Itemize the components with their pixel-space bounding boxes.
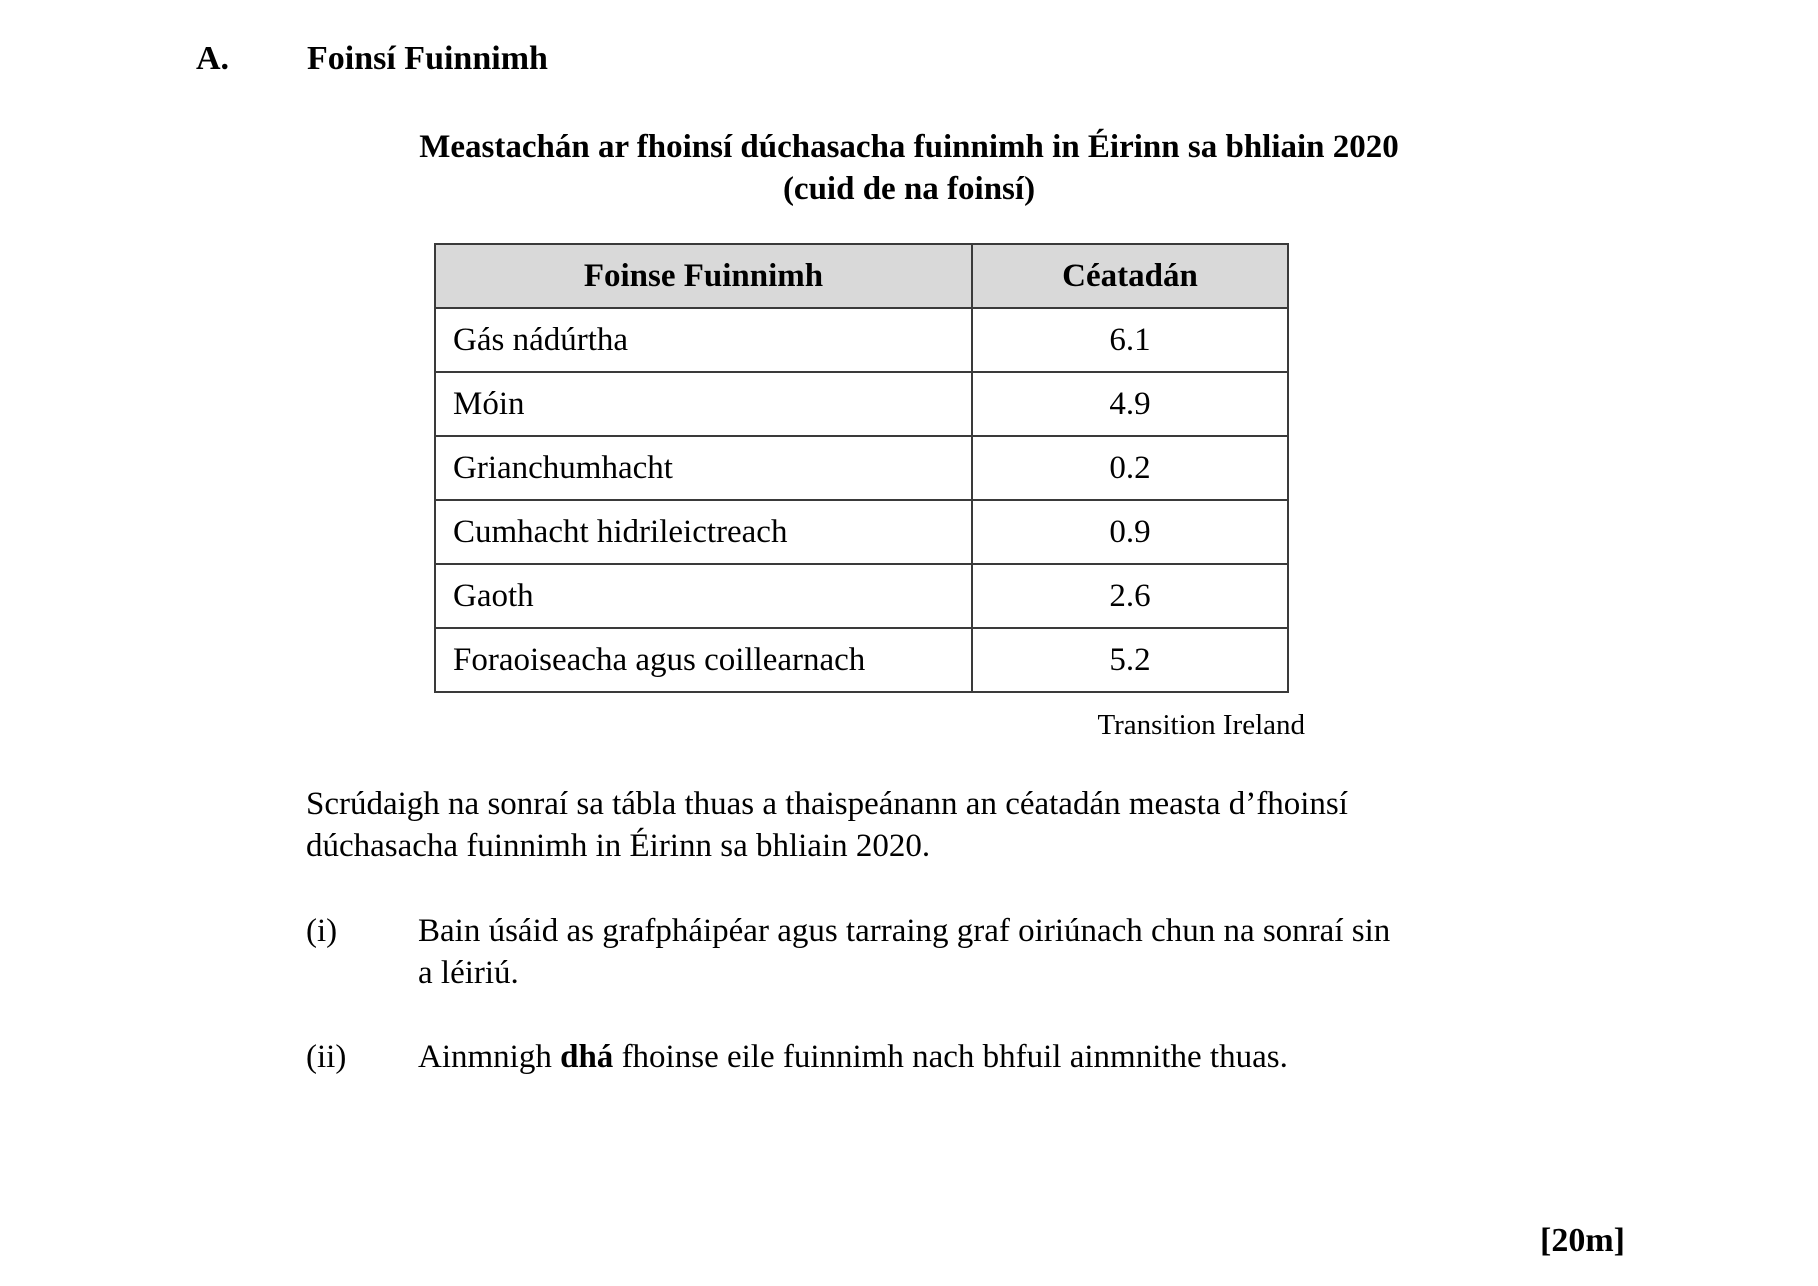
cell-source: Grianchumhacht xyxy=(435,436,972,500)
cell-percent: 0.2 xyxy=(972,436,1288,500)
table-row xyxy=(435,500,1288,564)
intro-line2: dúchasacha fuinnimh in Éirinn sa bhliain 2020. xyxy=(306,828,931,864)
table-header-row xyxy=(435,244,1288,308)
intro-line1: Scrúdaigh na sonraí sa tábla thuas a thaispeánann an céatadán measta d’fhoinsí xyxy=(306,786,1348,822)
table-row xyxy=(435,372,1288,436)
question-ii-emphasis: dhá xyxy=(560,1039,614,1075)
question-i-line1: Bain úsáid as grafpháipéar agus tarraing graf oiriúnach chun na sonraí sin xyxy=(418,913,1391,949)
table-title-line2: (cuid de na foinsí) xyxy=(782,171,1036,207)
cell-percent: 6.1 xyxy=(972,308,1288,372)
section-title: Foinsí Fuinnimh xyxy=(307,40,548,77)
header-percentage: Céatadán xyxy=(972,244,1288,308)
table-row xyxy=(435,308,1288,372)
table-title-line1: Meastachán ar fhoinsí dúchasacha fuinnimh in Éirinn sa bhliain 2020 xyxy=(419,129,1399,165)
source-credit: Transition Ireland xyxy=(1097,709,1305,741)
question-number-ii: (ii) xyxy=(306,1039,347,1075)
question-i-line2: a léiriú. xyxy=(418,955,519,991)
table-row xyxy=(435,628,1288,692)
question-number-i: (i) xyxy=(306,913,338,949)
question-text-ii xyxy=(418,1036,1568,1078)
cell-percent: 4.9 xyxy=(972,372,1288,436)
energy-sources-table xyxy=(434,243,1289,693)
table-row xyxy=(435,564,1288,628)
cell-source: Móin xyxy=(435,372,972,436)
marks-label: [20m] xyxy=(1540,1222,1625,1259)
section-letter: A. xyxy=(196,40,230,77)
cell-percent: 5.2 xyxy=(972,628,1288,692)
table-title xyxy=(0,126,1818,210)
cell-source: Gás nádúrtha xyxy=(435,308,972,372)
cell-source: Cumhacht hidrileictreach xyxy=(435,500,972,564)
cell-source: Gaoth xyxy=(435,564,972,628)
question-text-i xyxy=(418,910,1568,994)
table-row xyxy=(435,436,1288,500)
intro-paragraph xyxy=(306,783,1606,867)
question-ii-after: fhoinse eile fuinnimh nach bhfuil ainmnithe thuas. xyxy=(613,1039,1288,1075)
cell-source: Foraoiseacha agus coillearnach xyxy=(435,628,972,692)
cell-percent: 2.6 xyxy=(972,564,1288,628)
question-ii-before: Ainmnigh xyxy=(418,1039,561,1075)
cell-percent: 0.9 xyxy=(972,500,1288,564)
header-energy-source: Foinse Fuinnimh xyxy=(435,244,972,308)
